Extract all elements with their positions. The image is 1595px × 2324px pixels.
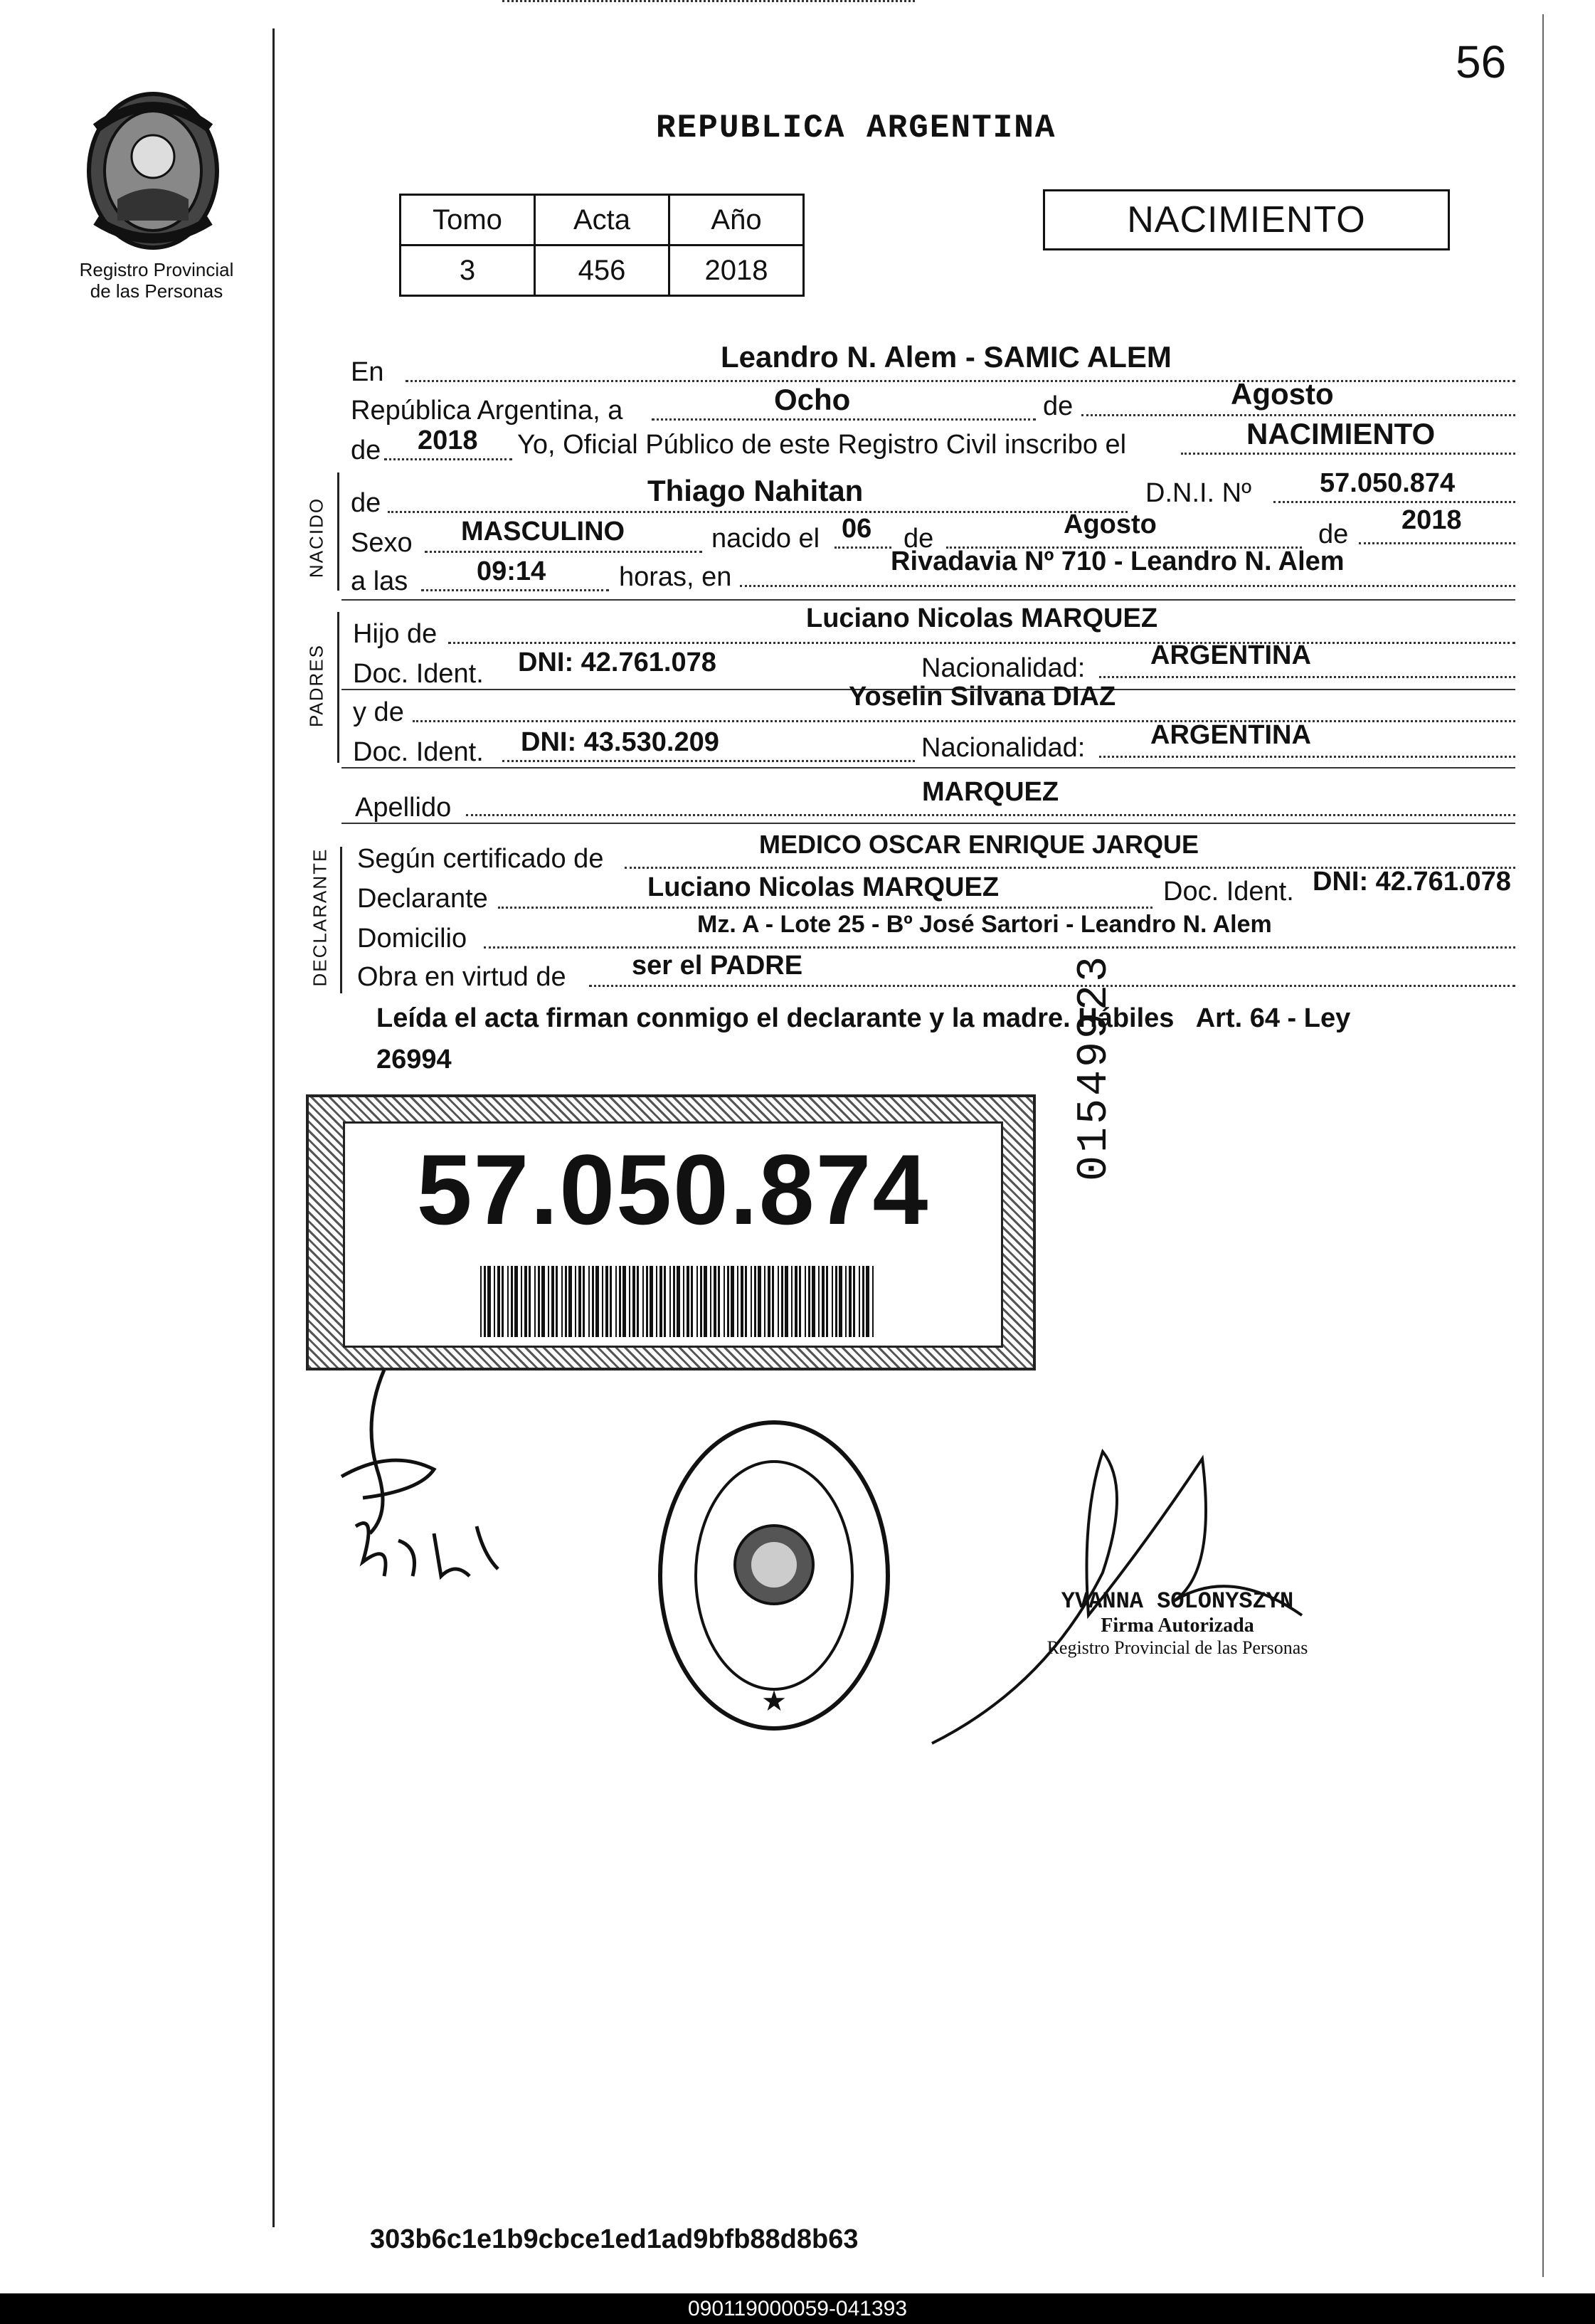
barcode-bar: [845, 1266, 847, 1337]
barcode-bar: [691, 1266, 693, 1337]
label-de-nac-anio: de: [1318, 519, 1349, 549]
registry-table: [399, 194, 805, 297]
label-apellido: Apellido: [355, 793, 452, 823]
value-nac-anio: 2018: [1401, 505, 1462, 535]
barcode-bar: [480, 1266, 482, 1337]
line-nac-anio: [1359, 542, 1515, 544]
side-label-declarante: DECLARANTE: [309, 847, 331, 987]
label-nacionalidad2: Nacionalidad:: [921, 733, 1086, 763]
barcode-bar: [724, 1266, 725, 1337]
barcode-bar: [683, 1266, 684, 1337]
nacido-bracket: [337, 472, 339, 591]
label-hijo-de: Hijo de: [353, 619, 438, 649]
label-nacionalidad1: Nacionalidad:: [921, 653, 1086, 683]
barcode-bar: [731, 1266, 734, 1337]
barcode-bar: [764, 1266, 765, 1337]
barcode-bar: [534, 1266, 536, 1337]
barcode-bar: [610, 1266, 612, 1337]
page-number: 56: [1456, 36, 1507, 88]
barcode-bar: [588, 1266, 590, 1337]
barcode-bar: [507, 1266, 509, 1337]
line-mes: [1081, 414, 1515, 416]
barcode-bar: [839, 1266, 842, 1337]
barcode-bar: [853, 1266, 855, 1337]
line-sexo: [425, 551, 702, 553]
value-nombre: Thiago Nahitan: [647, 474, 864, 507]
label-doc-ident3: Doc. Ident.: [1163, 877, 1294, 907]
value-madre-nac: ARGENTINA: [1150, 720, 1311, 750]
barcode-bar: [826, 1266, 828, 1337]
value-lugar: Leandro N. Alem - SAMIC ALEM: [721, 340, 1172, 374]
left-margin-line: [272, 28, 275, 2227]
barcode-bar: [502, 1266, 504, 1337]
barcode-bar: [646, 1266, 648, 1337]
barcode-bar: [849, 1266, 852, 1337]
signature-left: [334, 1363, 505, 1597]
barcode-bar: [785, 1266, 788, 1337]
barcode-bar: [592, 1266, 594, 1337]
value-declarante-dni: DNI: 42.761.078: [1313, 867, 1511, 897]
side-label-nacido: NACIDO: [305, 497, 327, 579]
barcode-bar: [710, 1266, 711, 1337]
barcode-bar: [538, 1266, 540, 1337]
line-madre: [413, 720, 1515, 722]
line-padre-nac: [1099, 676, 1515, 678]
barcode-bar: [565, 1266, 567, 1337]
value-mes: Agosto: [1231, 377, 1334, 411]
value-dni: 57.050.874: [1320, 468, 1456, 498]
label-segun: Según certificado de: [357, 844, 604, 874]
barcode-bar: [805, 1266, 806, 1337]
line-lugar-nac: [740, 585, 1515, 587]
barcode-bar: [754, 1266, 756, 1337]
barcode-bar: [656, 1266, 657, 1337]
line-hora: [421, 589, 609, 591]
label-republica: República Argentina, a: [351, 396, 623, 426]
barcode-bar: [727, 1266, 729, 1337]
barcode-bar: [872, 1266, 874, 1337]
barcode-bar: [659, 1266, 662, 1337]
value-lugar-nac: Rivadavia Nº 710 - Leandro N. Alem: [891, 546, 1345, 576]
tomo-value: 3: [401, 245, 535, 296]
barcode: [480, 1266, 879, 1337]
line-madre-nac: [1099, 756, 1515, 758]
label-a-las: a las: [351, 566, 408, 596]
barcode-bar: [511, 1266, 513, 1337]
barcode-bar: [818, 1266, 820, 1337]
barcode-bar: [487, 1266, 491, 1337]
document-hash: 303b6c1e1b9cbce1ed1ad9bfb88d8b63: [370, 2224, 859, 2254]
dni-sticker: [306, 1094, 1036, 1370]
barcode-bar: [551, 1266, 554, 1337]
declarante-bracket: [340, 847, 342, 993]
label-nacido-el: nacido el: [711, 524, 820, 554]
label-de-mes: de: [1043, 391, 1074, 421]
label-dni: D.N.I. Nº: [1145, 478, 1251, 508]
line-padre-dni: [502, 0, 915, 2]
barcode-bar: [778, 1266, 779, 1337]
barcode-bar: [704, 1266, 707, 1337]
value-hora: 09:14: [477, 556, 546, 586]
barcode-bar: [650, 1266, 653, 1337]
label-sexo: Sexo: [351, 528, 413, 558]
official-name: YVANNA SOLONYSZYN: [1061, 1588, 1294, 1615]
barcode-bar: [615, 1266, 617, 1337]
barcode-bar: [799, 1266, 801, 1337]
acta-header: Acta: [535, 195, 669, 245]
anio-header: Año: [669, 195, 804, 245]
value-nac-dia: 06: [842, 514, 872, 544]
barcode-bar: [578, 1266, 581, 1337]
padres-bracket: [337, 612, 339, 763]
serial-number: 01549923: [1071, 953, 1119, 1181]
barcode-bar: [812, 1266, 815, 1337]
closing-text-line1: Leída el acta firman conmigo el declarante y la madre. Hábiles Art. 64 - Ley: [376, 1003, 1351, 1033]
value-nac-mes: Agosto: [1064, 509, 1157, 539]
footer-code: 090119000059-041393: [0, 2293, 1595, 2324]
act-type-box: NACIMIENTO: [1043, 189, 1450, 250]
svg-text:★: ★: [761, 1685, 787, 1718]
barcode-bar: [669, 1266, 671, 1337]
barcode-bar: [619, 1266, 621, 1337]
value-domicilio: Mz. A - Lote 25 - Bº José Sartori - Leandro N. Alem: [697, 911, 1272, 938]
barcode-bar: [862, 1266, 864, 1337]
barcode-bar: [541, 1266, 545, 1337]
barcode-bar: [714, 1266, 716, 1337]
value-sexo: MASCULINO: [461, 517, 625, 546]
barcode-bar: [673, 1266, 675, 1337]
official-role: Firma Autorizada: [1101, 1615, 1254, 1637]
barcode-bar: [568, 1266, 572, 1337]
barcode-bar: [772, 1266, 774, 1337]
label-de-nombre: de: [351, 488, 381, 518]
barcode-bar: [832, 1266, 833, 1337]
barcode-bar: [642, 1266, 644, 1337]
barcode-bar: [677, 1266, 680, 1337]
document-title: REPUBLICA ARGENTINA: [656, 110, 1056, 147]
label-doc-ident1: Doc. Ident.: [353, 659, 484, 689]
value-padre-nac: ARGENTINA: [1150, 640, 1311, 670]
barcode-bar: [718, 1266, 720, 1337]
value-padre: Luciano Nicolas MARQUEZ: [806, 603, 1158, 633]
value-declarante: Luciano Nicolas MARQUEZ: [647, 872, 1000, 902]
barcode-bar: [575, 1266, 576, 1337]
barcode-bar: [595, 1266, 599, 1337]
section-divider-nacido: [341, 599, 1515, 601]
value-madre: Yoselin Silvana DIAZ: [849, 682, 1116, 712]
official-block: [1000, 1588, 1355, 1659]
barcode-bar: [687, 1266, 689, 1337]
barcode-bar: [521, 1266, 522, 1337]
barcode-bar: [745, 1266, 747, 1337]
province-logo: [75, 85, 231, 256]
label-obra: Obra en virtud de: [357, 962, 566, 992]
barcode-bar: [556, 1266, 558, 1337]
divider-apellido: [341, 823, 1515, 824]
line-anio: [384, 458, 512, 460]
value-obra: ser el PADRE: [632, 951, 803, 981]
label-de-anio: de: [351, 435, 381, 465]
barcode-bar: [484, 1266, 486, 1337]
dni-sticker-inner: [343, 1121, 1003, 1348]
registry-stamp: [653, 1412, 895, 1739]
line-en: [406, 380, 1515, 382]
label-doc-ident2: Doc. Ident.: [353, 737, 484, 767]
barcode-bar: [696, 1266, 698, 1337]
barcode-bar: [795, 1266, 798, 1337]
line-dni: [1273, 501, 1515, 503]
barcode-bar: [548, 1266, 549, 1337]
section-divider-padres: [341, 767, 1515, 768]
barcode-bar: [781, 1266, 783, 1337]
barcode-bar: [605, 1266, 608, 1337]
barcode-bar: [529, 1266, 531, 1337]
right-margin-line: [1542, 14, 1544, 2277]
line-nac-dia: [834, 546, 891, 549]
line-domicilio: [484, 946, 1515, 949]
barcode-bar: [494, 1266, 495, 1337]
barcode-bar: [758, 1266, 761, 1337]
label-de-nac-mes: de: [904, 524, 934, 554]
barcode-bar: [514, 1266, 518, 1337]
value-dia: Ocho: [774, 383, 851, 416]
line-madre-dni: [502, 760, 915, 762]
barcode-bar: [637, 1266, 639, 1337]
barcode-bar: [561, 1266, 563, 1337]
line-tipo: [1181, 453, 1515, 455]
label-declarante: Declarante: [357, 884, 488, 914]
closing-text-line2: 26994: [376, 1045, 452, 1074]
logo-caption-line2: de las Personas: [90, 280, 223, 302]
value-certificado: MEDICO OSCAR ENRIQUE JARQUE: [759, 830, 1199, 859]
logo-caption-line1: Registro Provincial: [79, 259, 234, 280]
line-apellido: [466, 814, 1515, 816]
anio-value: 2018: [669, 245, 804, 296]
barcode-bar: [583, 1266, 585, 1337]
barcode-bar: [497, 1266, 500, 1337]
official-office: Registro Provincial de las Personas: [1046, 1637, 1308, 1658]
barcode-bar: [524, 1266, 527, 1337]
barcode-bar: [751, 1266, 752, 1337]
tomo-header: Tomo: [401, 195, 535, 245]
dni-number-large: 57.050.874: [416, 1134, 930, 1245]
value-tipo: NACIMIENTO: [1246, 417, 1436, 450]
label-horas-en: horas, en: [619, 562, 732, 592]
side-label-padres: PADRES: [305, 644, 327, 727]
label-y-de: y de: [353, 697, 404, 727]
barcode-bar: [835, 1266, 837, 1337]
barcode-bar: [808, 1266, 810, 1337]
barcode-bar: [632, 1266, 635, 1337]
barcode-bar: [602, 1266, 603, 1337]
line-declarante: [498, 907, 1152, 909]
label-domicilio: Domicilio: [357, 924, 467, 954]
barcode-bar: [622, 1266, 626, 1337]
line-dia: [652, 418, 1036, 421]
value-anio: 2018: [418, 426, 478, 455]
label-yo-oficial: Yo, Oficial Público de este Registro Civil inscribo el: [517, 430, 1127, 460]
barcode-bar: [866, 1266, 869, 1337]
barcode-bar: [629, 1266, 630, 1337]
logo-caption: [50, 259, 263, 302]
barcode-bar: [664, 1266, 666, 1337]
barcode-bar: [737, 1266, 738, 1337]
value-padre-dni: DNI: 42.761.078: [518, 648, 716, 677]
barcode-bar: [859, 1266, 860, 1337]
barcode-bar: [768, 1266, 770, 1337]
value-madre-dni: DNI: 43.530.209: [521, 727, 719, 757]
barcode-bar: [741, 1266, 743, 1337]
acta-value: 456: [535, 245, 669, 296]
barcode-bar: [700, 1266, 702, 1337]
barcode-bar: [822, 1266, 825, 1337]
line-padre: [448, 642, 1515, 644]
label-en: En: [351, 357, 384, 387]
barcode-bar: [791, 1266, 793, 1337]
line-nombre: [388, 511, 1128, 513]
line-obra: [589, 985, 1515, 987]
value-apellido: MARQUEZ: [922, 777, 1059, 807]
